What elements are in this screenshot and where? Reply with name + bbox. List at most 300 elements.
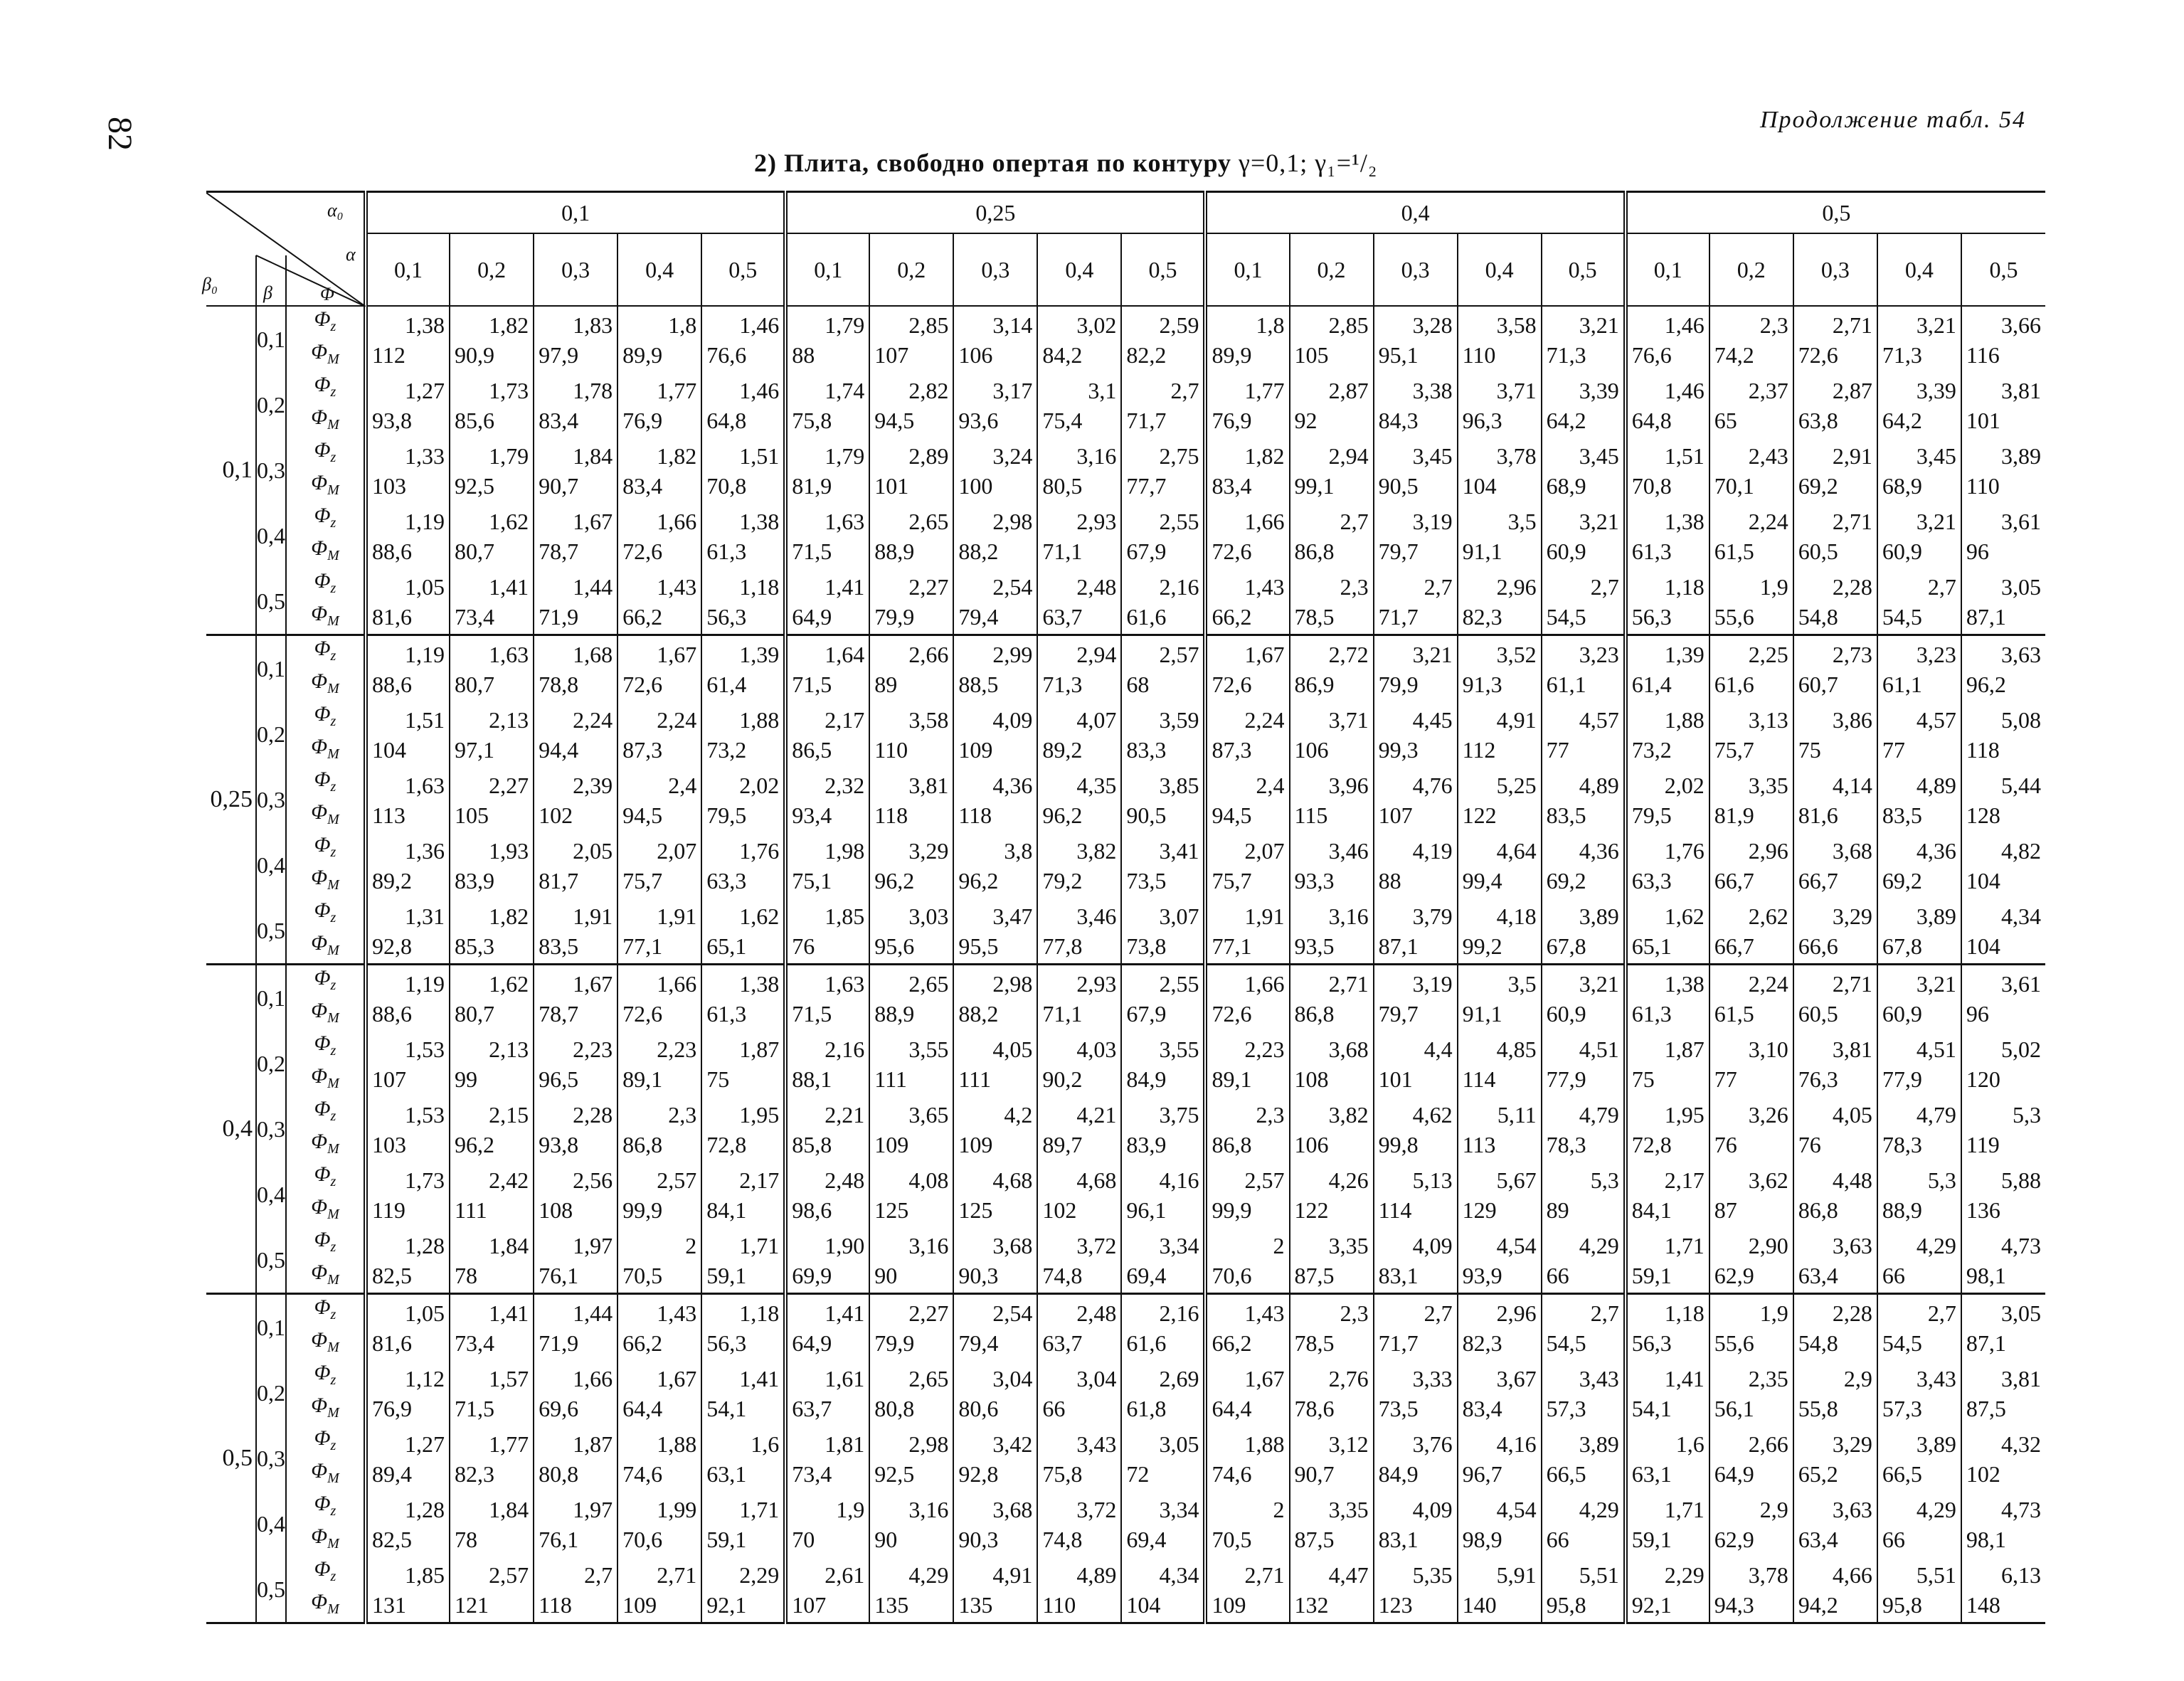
value-cell — [1205, 568, 1289, 635]
value-cell — [366, 635, 450, 702]
phi-z-subscript: z — [330, 1372, 336, 1388]
value-cell — [785, 438, 869, 503]
phi-z-value: 2,69 — [1159, 1366, 1199, 1391]
beta-cell: 0,3 — [256, 438, 286, 503]
phi-z-value: 1,6 — [751, 1431, 780, 1457]
phi-label-cell — [286, 503, 366, 568]
phi-m-value: 70,5 — [1212, 1527, 1252, 1552]
corner-alpha: α — [346, 244, 356, 265]
phi-z-value: 3,89 — [1579, 903, 1619, 929]
phi-label-cell — [286, 438, 366, 503]
phi-m-value: 78,8 — [539, 672, 579, 697]
phi-z-value: 1,44 — [573, 574, 613, 600]
value-cell — [1542, 635, 1626, 702]
value-cell — [617, 832, 701, 898]
phi-m-value: 102 — [1042, 1197, 1077, 1223]
phi-m-value: 61,6 — [1126, 604, 1167, 630]
phi-m-value: 99 — [455, 1066, 478, 1092]
phi-z-value: 2,94 — [1328, 443, 1369, 469]
phi-m-value: 73,5 — [1378, 1396, 1419, 1421]
phi-z-value: 3,66 — [2001, 312, 2041, 338]
value-cell — [869, 1031, 953, 1096]
phi-z-value: 2,76 — [1328, 1366, 1369, 1391]
phi-z-label — [287, 307, 364, 339]
phi-m-value: 62,9 — [1714, 1527, 1754, 1552]
value-cell — [701, 1426, 785, 1491]
phi-m-value: 98,1 — [1966, 1263, 2006, 1288]
phi-m-value: 99,2 — [1462, 933, 1502, 959]
phi-z-symbol: Φ — [314, 768, 331, 791]
phi-m-value: 64,2 — [1546, 408, 1586, 433]
phi-m-value: 78 — [455, 1263, 478, 1288]
phi-m-value: 66,5 — [1882, 1461, 1922, 1487]
phi-m-value: 74,8 — [1042, 1527, 1083, 1552]
value-cell — [1290, 635, 1374, 702]
phi-m-value: 104 — [1966, 933, 2000, 959]
beta-cell: 0,3 — [256, 767, 286, 832]
phi-z-value: 2,87 — [1328, 378, 1369, 403]
value-cell — [1542, 832, 1626, 898]
value-cell — [1290, 1491, 1374, 1557]
phi-m-value: 75 — [1798, 737, 1821, 763]
phi-m-value: 82,3 — [1462, 604, 1502, 630]
phi-m-value: 148 — [1966, 1592, 2000, 1618]
phi-m-label — [287, 1064, 364, 1096]
phi-m-value: 97,9 — [539, 342, 579, 368]
phi-z-value: 4,09 — [1412, 1233, 1453, 1258]
phi-z-value: 5,02 — [2001, 1036, 2041, 1062]
phi-z-value: 1,77 — [489, 1431, 529, 1457]
phi-z-value: 3,81 — [2001, 378, 2041, 403]
phi-m-value: 74,8 — [1042, 1263, 1083, 1288]
phi-m-value: 66 — [1042, 1396, 1066, 1421]
phi-z-value: 2,48 — [825, 1167, 865, 1193]
phi-z-value: 1,53 — [405, 1036, 445, 1062]
phi-m-subscript: M — [327, 943, 339, 958]
phi-m-value: 71,1 — [1042, 1001, 1083, 1027]
value-cell — [953, 898, 1037, 965]
phi-m-symbol: Φ — [311, 866, 328, 889]
value-cell — [1626, 1031, 1709, 1096]
value-cell — [1374, 1491, 1458, 1557]
phi-m-label — [287, 1393, 364, 1426]
phi-z-value: 1,43 — [1244, 574, 1285, 600]
phi-m-label — [287, 1260, 364, 1293]
value-cell — [1037, 1294, 1121, 1361]
phi-z-value: 3,71 — [1496, 378, 1537, 403]
value-cell — [617, 965, 701, 1032]
phi-m-value: 76,9 — [1212, 408, 1252, 433]
value-cell — [869, 898, 953, 965]
value-cell — [617, 1294, 701, 1361]
phi-m-value: 66,7 — [1714, 933, 1754, 959]
phi-z-value: 1,71 — [1664, 1497, 1705, 1522]
value-cell — [1961, 1162, 2045, 1227]
value-cell — [1458, 568, 1542, 635]
phi-z-value: 1,38 — [739, 971, 780, 997]
value-cell — [1877, 1294, 1961, 1361]
phi-z-value: 3,35 — [1328, 1497, 1369, 1522]
value-cell — [1961, 1031, 2045, 1096]
phi-m-label — [287, 1458, 364, 1491]
phi-m-value: 88 — [792, 342, 815, 368]
phi-m-value: 98,1 — [1966, 1527, 2006, 1552]
phi-m-value: 74,6 — [1212, 1461, 1252, 1487]
phi-z-value: 2,29 — [739, 1562, 780, 1588]
value-cell — [785, 306, 869, 372]
phi-m-value: 87,1 — [1966, 604, 2006, 630]
phi-z-value: 2,29 — [1664, 1562, 1705, 1588]
phi-z-value: 3,14 — [992, 312, 1033, 338]
value-cell — [1793, 1557, 1877, 1623]
value-cell — [1709, 1426, 1793, 1491]
value-cell — [869, 438, 953, 503]
phi-m-value: 100 — [958, 473, 993, 499]
table-row — [206, 1096, 2045, 1162]
phi-m-subscript: M — [327, 1340, 339, 1355]
phi-m-value: 79,7 — [1378, 1001, 1419, 1027]
value-cell — [1542, 1096, 1626, 1162]
phi-m-value: 72,6 — [1798, 342, 1838, 368]
phi-m-symbol: Φ — [311, 1130, 328, 1153]
phi-m-value: 66,7 — [1798, 868, 1838, 893]
phi-z-value: 1,71 — [739, 1233, 780, 1258]
value-cell — [1542, 568, 1626, 635]
value-cell — [869, 832, 953, 898]
phi-label-cell — [286, 1491, 366, 1557]
corner-alpha0: α₀ — [327, 200, 344, 221]
phi-z-value: 3,17 — [992, 378, 1033, 403]
value-cell — [701, 701, 785, 767]
value-cell — [953, 832, 1037, 898]
phi-m-value: 90,5 — [1378, 473, 1419, 499]
phi-m-value: 78,5 — [1294, 1330, 1335, 1356]
phi-m-value: 63,7 — [792, 1396, 832, 1421]
phi-z-value: 3,21 — [1916, 509, 1956, 534]
phi-m-value: 71,3 — [1546, 342, 1586, 368]
phi-m-value: 73,2 — [706, 737, 747, 763]
phi-z-label — [287, 767, 364, 800]
value-cell — [869, 1491, 953, 1557]
phi-m-value: 112 — [372, 342, 405, 368]
phi-z-value: 1,28 — [405, 1233, 445, 1258]
phi-z-value: 2,3 — [1340, 574, 1369, 600]
value-cell — [1793, 701, 1877, 767]
phi-z-value: 3,96 — [1328, 773, 1369, 798]
table-row — [206, 1360, 2045, 1426]
value-cell — [1793, 1227, 1877, 1294]
phi-z-value: 1,66 — [1244, 971, 1285, 997]
phi-z-value: 5,08 — [2001, 707, 2041, 733]
phi-z-value: 1,41 — [739, 1366, 780, 1391]
phi-m-symbol: Φ — [311, 1459, 328, 1483]
value-cell — [1961, 1096, 2045, 1162]
phi-z-value: 4,2 — [1004, 1102, 1033, 1128]
value-cell — [450, 701, 534, 767]
value-cell — [953, 1031, 1037, 1096]
value-cell — [1290, 965, 1374, 1032]
phi-m-value: 82,2 — [1126, 342, 1167, 368]
phi-m-value: 76 — [1798, 1132, 1821, 1157]
value-cell — [366, 965, 450, 1032]
phi-m-value: 81,6 — [372, 604, 412, 630]
phi-m-value: 72,6 — [622, 672, 663, 697]
phi-z-value: 3,45 — [1579, 443, 1619, 469]
phi-z-label — [287, 832, 364, 865]
value-cell — [1374, 1227, 1458, 1294]
phi-z-value: 1,46 — [739, 312, 780, 338]
phi-z-value: 1,79 — [825, 443, 865, 469]
value-cell — [1709, 898, 1793, 965]
phi-z-value: 4,03 — [1076, 1036, 1117, 1062]
value-cell — [1037, 1491, 1121, 1557]
phi-z-subscript: z — [330, 1043, 336, 1059]
value-cell — [1290, 767, 1374, 832]
phi-m-value: 107 — [1378, 802, 1413, 828]
phi-z-value: 4,51 — [1916, 1036, 1956, 1062]
value-cell — [1037, 767, 1121, 832]
phi-z-symbol: Φ — [314, 569, 331, 593]
phi-m-value: 80,7 — [455, 1001, 495, 1027]
phi-m-value: 78,7 — [539, 539, 579, 564]
value-cell — [953, 701, 1037, 767]
phi-m-value: 96,2 — [874, 868, 915, 893]
value-cell — [1542, 1360, 1626, 1426]
phi-z-value: 2,17 — [739, 1167, 780, 1193]
phi-z-value: 1,93 — [489, 838, 529, 864]
phi-z-value: 1,39 — [739, 642, 780, 667]
table-row — [206, 701, 2045, 767]
phi-m-value: 59,1 — [706, 1263, 747, 1288]
table-row — [206, 832, 2045, 898]
value-cell — [701, 635, 785, 702]
phi-z-label — [287, 1227, 364, 1260]
phi-m-value: 59,1 — [706, 1527, 747, 1552]
table-row — [206, 1491, 2045, 1557]
phi-z-value: 2,7 — [1590, 1300, 1619, 1326]
phi-z-value: 1,88 — [657, 1431, 697, 1457]
phi-z-label — [287, 503, 364, 536]
phi-z-value: 2,07 — [1244, 838, 1285, 864]
phi-m-value: 79,4 — [958, 604, 999, 630]
phi-m-value: 123 — [1378, 1592, 1413, 1618]
phi-z-value: 2,57 — [1159, 642, 1199, 667]
phi-z-value: 2,66 — [908, 642, 949, 667]
phi-m-value: 56,3 — [706, 604, 747, 630]
phi-m-value: 60,9 — [1882, 1001, 1922, 1027]
phi-m-value: 120 — [1966, 1066, 2000, 1092]
phi-m-symbol: Φ — [311, 800, 328, 824]
phi-z-value: 1,67 — [573, 509, 613, 534]
value-cell — [785, 568, 869, 635]
phi-z-value: 1,62 — [489, 971, 529, 997]
phi-m-value: 99,9 — [622, 1197, 663, 1223]
alpha-header-cell: 0,1 — [1205, 233, 1289, 306]
phi-m-value: 70,8 — [1631, 473, 1672, 499]
phi-z-value: 3,75 — [1159, 1102, 1199, 1128]
phi-m-value: 90,2 — [1042, 1066, 1083, 1092]
phi-m-value: 86,8 — [1294, 1001, 1335, 1027]
phi-m-value: 76 — [1714, 1132, 1737, 1157]
phi-z-value: 1,88 — [739, 707, 780, 733]
phi-m-value: 80,8 — [539, 1461, 579, 1487]
value-cell — [450, 1162, 534, 1227]
phi-z-value: 2,61 — [825, 1562, 865, 1588]
phi-z-value: 2,71 — [1244, 1562, 1285, 1588]
phi-z-value: 4,62 — [1412, 1102, 1453, 1128]
alpha-header-cell: 0,5 — [1961, 233, 2045, 306]
value-cell — [1709, 1162, 1793, 1227]
value-cell — [869, 1360, 953, 1426]
value-cell — [1290, 1557, 1374, 1623]
phi-m-value: 116 — [1966, 342, 2000, 368]
phi-z-value: 1,68 — [573, 642, 613, 667]
phi-m-value: 84,1 — [706, 1197, 747, 1223]
value-cell — [1121, 1557, 1205, 1623]
phi-m-value: 109 — [958, 1132, 993, 1157]
phi-m-value: 110 — [874, 737, 908, 763]
value-cell — [1121, 965, 1205, 1032]
phi-z-value: 3,55 — [1159, 1036, 1199, 1062]
phi-m-value: 86,9 — [1294, 672, 1335, 697]
phi-m-value: 61,5 — [1714, 539, 1754, 564]
phi-m-value: 66,7 — [1714, 868, 1754, 893]
value-cell — [366, 372, 450, 438]
value-cell — [869, 568, 953, 635]
value-cell — [785, 1031, 869, 1096]
beta-cell: 0,5 — [256, 568, 286, 635]
value-cell — [1709, 701, 1793, 767]
value-cell — [1374, 1557, 1458, 1623]
value-cell — [534, 1557, 617, 1623]
phi-m-value: 113 — [372, 802, 405, 828]
phi-m-value: 94,3 — [1714, 1592, 1754, 1618]
phi-z-value: 4,89 — [1579, 773, 1619, 798]
phi-m-value: 89,2 — [1042, 737, 1083, 763]
phi-z-value: 6,13 — [2001, 1562, 2041, 1588]
value-cell — [1121, 832, 1205, 898]
phi-m-subscript: M — [327, 1405, 339, 1421]
phi-m-value: 67,9 — [1126, 1001, 1167, 1027]
phi-m-value: 121 — [455, 1592, 489, 1618]
value-cell — [1626, 1096, 1709, 1162]
phi-z-value: 3,61 — [2001, 509, 2041, 534]
value-cell — [1542, 965, 1626, 1032]
phi-z-value: 2,7 — [1927, 1300, 1956, 1326]
phi-z-value: 1,28 — [405, 1497, 445, 1522]
phi-z-value: 2,02 — [739, 773, 780, 798]
phi-z-value: 2,23 — [573, 1036, 613, 1062]
value-cell — [366, 767, 450, 832]
phi-m-value: 103 — [372, 1132, 406, 1157]
phi-m-value: 78,6 — [1294, 1396, 1335, 1421]
value-cell — [785, 1162, 869, 1227]
value-cell — [1121, 438, 1205, 503]
value-cell — [1374, 1360, 1458, 1426]
value-cell — [534, 1031, 617, 1096]
value-cell — [785, 1096, 869, 1162]
phi-m-value: 69,2 — [1546, 868, 1586, 893]
value-cell — [1709, 832, 1793, 898]
phi-z-value: 1,62 — [489, 509, 529, 534]
value-cell — [1037, 1227, 1121, 1294]
table-row — [206, 1426, 2045, 1491]
phi-m-value: 72,6 — [622, 539, 663, 564]
value-cell — [785, 372, 869, 438]
phi-z-value: 1,36 — [405, 838, 445, 864]
phi-m-value: 73,5 — [1126, 868, 1167, 893]
phi-z-value: 4,09 — [1412, 1497, 1453, 1522]
phi-z-value: 3,63 — [1832, 1497, 1872, 1522]
phi-z-symbol: Φ — [314, 1426, 331, 1450]
value-cell — [1037, 438, 1121, 503]
phi-m-value: 72,6 — [622, 1001, 663, 1027]
phi-z-value: 3,55 — [908, 1036, 949, 1062]
phi-m-value: 112 — [1462, 737, 1496, 763]
phi-m-value: 96 — [1966, 539, 1989, 564]
phi-m-value: 83,9 — [455, 868, 495, 893]
value-cell — [1290, 306, 1374, 372]
phi-z-value: 3,23 — [1916, 642, 1956, 667]
value-cell — [1793, 1031, 1877, 1096]
beta-cell: 0,4 — [256, 1491, 286, 1557]
value-cell — [869, 635, 953, 702]
phi-z-value: 4,54 — [1496, 1497, 1537, 1522]
value-cell — [953, 1227, 1037, 1294]
value-cell — [1793, 438, 1877, 503]
phi-m-value: 80,7 — [455, 539, 495, 564]
phi-z-value: 2,4 — [668, 773, 697, 798]
value-cell — [1626, 1426, 1709, 1491]
phi-m-value: 63,3 — [1631, 868, 1672, 893]
phi-z-value: 1,27 — [405, 378, 445, 403]
phi-z-value: 2,71 — [657, 1562, 697, 1588]
phi-m-value: 66 — [1546, 1527, 1569, 1552]
phi-z-value: 3,23 — [1579, 642, 1619, 667]
phi-z-value: 1,67 — [657, 642, 697, 667]
phi-z-value: 1,66 — [657, 509, 697, 534]
value-cell — [617, 438, 701, 503]
phi-m-symbol: Φ — [311, 1064, 328, 1088]
value-cell — [1626, 965, 1709, 1032]
phi-m-value: 93,3 — [1294, 868, 1335, 893]
phi-z-value: 4,29 — [1579, 1233, 1619, 1258]
phi-m-value: 61,6 — [1126, 1330, 1167, 1356]
phi-m-value: 84,9 — [1126, 1066, 1167, 1092]
value-cell — [1205, 1162, 1289, 1227]
phi-m-value: 122 — [1462, 802, 1497, 828]
phi-z-value: 1,88 — [1244, 1431, 1285, 1457]
phi-m-value: 94,2 — [1798, 1592, 1838, 1618]
value-cell — [1037, 965, 1121, 1032]
phi-z-value: 3,29 — [1832, 1431, 1872, 1457]
value-cell — [1793, 372, 1877, 438]
value-cell — [1121, 1491, 1205, 1557]
value-cell — [1121, 306, 1205, 372]
phi-m-value: 96,2 — [1966, 672, 2006, 697]
phi-m-value: 60,5 — [1798, 539, 1838, 564]
value-cell — [1205, 767, 1289, 832]
phi-z-value: 2,32 — [825, 773, 865, 798]
value-cell — [1290, 1227, 1374, 1294]
phi-z-value: 3,89 — [1916, 1431, 1956, 1457]
phi-z-value: 4,48 — [1832, 1167, 1872, 1193]
phi-m-value: 70,5 — [622, 1263, 663, 1288]
phi-z-value: 1,62 — [1664, 903, 1705, 929]
value-cell — [1205, 898, 1289, 965]
phi-m-value: 89,1 — [622, 1066, 663, 1092]
phi-m-value: 111 — [455, 1197, 487, 1223]
